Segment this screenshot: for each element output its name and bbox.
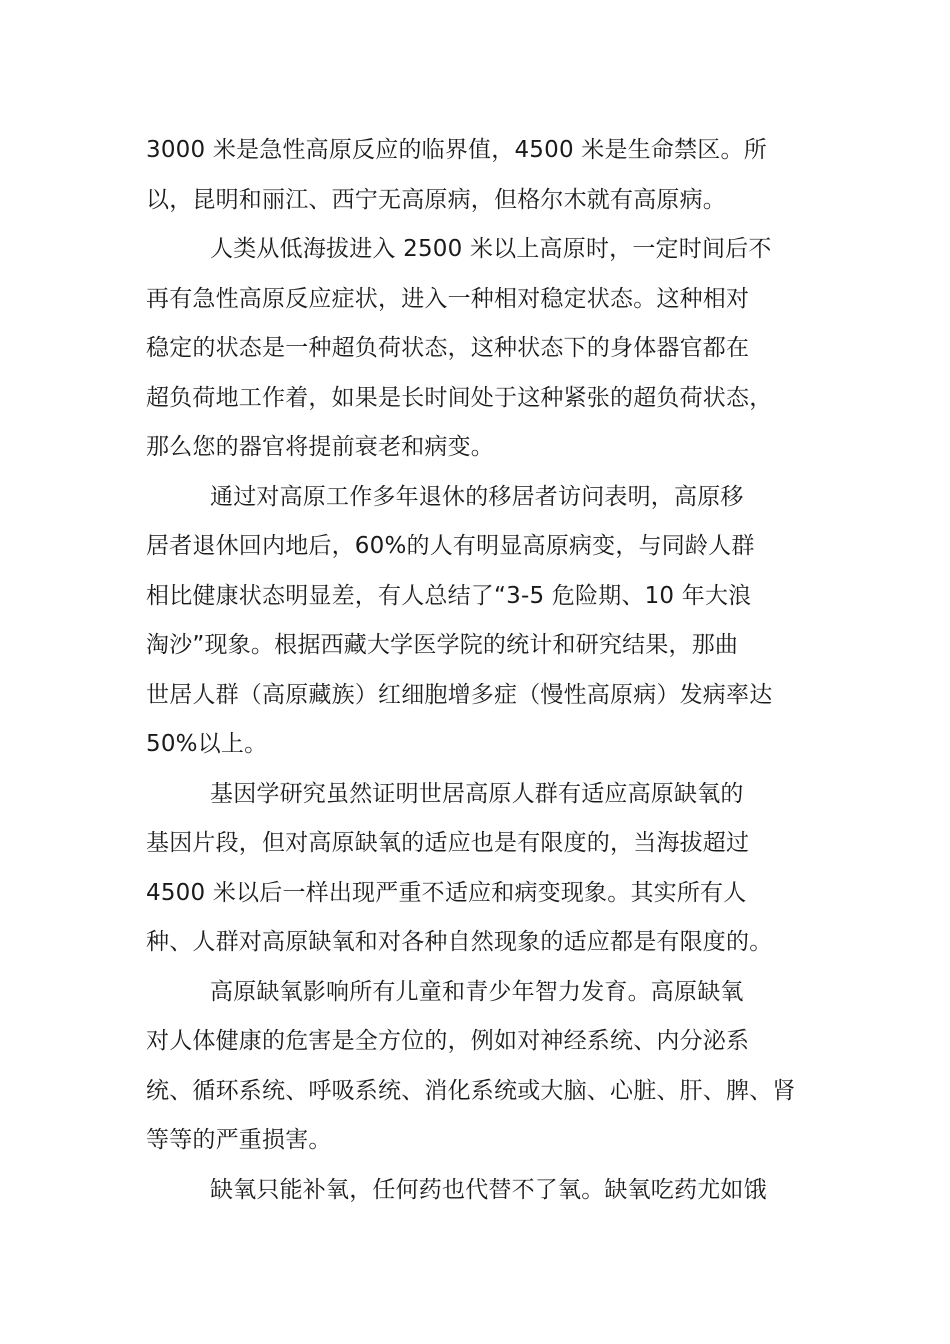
text-line: 高原缺氧影响所有儿童和青少年智力发育。高原缺氧 <box>210 978 744 1005</box>
text-line: 50%以上。 <box>146 731 268 757</box>
text-line: 3000 米是急性高原反应的临界值，4500 米是生命禁区。所 <box>146 137 767 163</box>
text-line: 再有急性高原反应症状，进入一种相对稳定状态。这种相对 <box>146 285 750 312</box>
text-line: 统、循环系统、呼吸系统、消化系统或大脑、心脏、肝、脾、肾 <box>146 1077 796 1104</box>
text-line: 基因片段，但对高原缺氧的适应也是有限度的，当海拔超过 <box>146 830 750 856</box>
text-line: 种、人群对高原缺氧和对各种自然现象的适应都是有限度的。 <box>146 929 773 955</box>
text-line: 基因学研究虽然证明世居高原人群有适应高原缺氧的 <box>210 780 744 807</box>
text-line: 相比健康状态明显差，有人总结了“3-5 危险期、10 年大浪 <box>146 582 752 609</box>
text-line: 人类从低海拔进入 2500 米以上高原时，一定时间后不 <box>210 236 772 262</box>
text-line: 以，昆明和丽江、西宁无高原病，但格尔木就有高原病。 <box>146 186 726 213</box>
text-line: 对人体健康的危害是全方位的，例如对神经系统、内分泌系 <box>146 1028 750 1054</box>
text-line: 居者退休回内地后，60%的人有明显高原病变，与同龄人群 <box>146 533 755 559</box>
paragraph-3 <box>146 473 810 770</box>
paragraph-1 <box>146 126 810 225</box>
text-line: 缺氧只能补氧，任何药也代替不了氧。缺氧吃药尤如饿 <box>210 1176 767 1203</box>
paragraph-6 <box>146 1166 810 1216</box>
paragraph-5 <box>146 968 810 1166</box>
text-line: 通过对高原工作多年退休的移居者访问表明，高原移 <box>210 483 744 510</box>
text-line: 世居人群（高原藏族）红细胞增多症（慢性高原病）发病率达 <box>146 681 773 708</box>
text-line: 淘沙”现象。根据西藏大学医学院的统计和研究结果，那曲 <box>146 632 739 658</box>
text-line: 等等的严重损害。 <box>146 1127 332 1153</box>
text-line: 稳定的状态是一种超负荷状态，这种状态下的身体器官都在 <box>146 335 750 361</box>
text-line: 超负荷地工作着，如果是长时间处于这种紧张的超负荷状态， <box>146 384 773 411</box>
text-line: 那么您的器官将提前衰老和病变。 <box>146 434 494 460</box>
paragraph-2 <box>146 225 810 473</box>
text-line: 4500 米以后一样出现严重不适应和病变现象。其实所有人 <box>146 879 747 906</box>
document-body <box>146 126 810 1215</box>
paragraph-4 <box>146 770 810 968</box>
